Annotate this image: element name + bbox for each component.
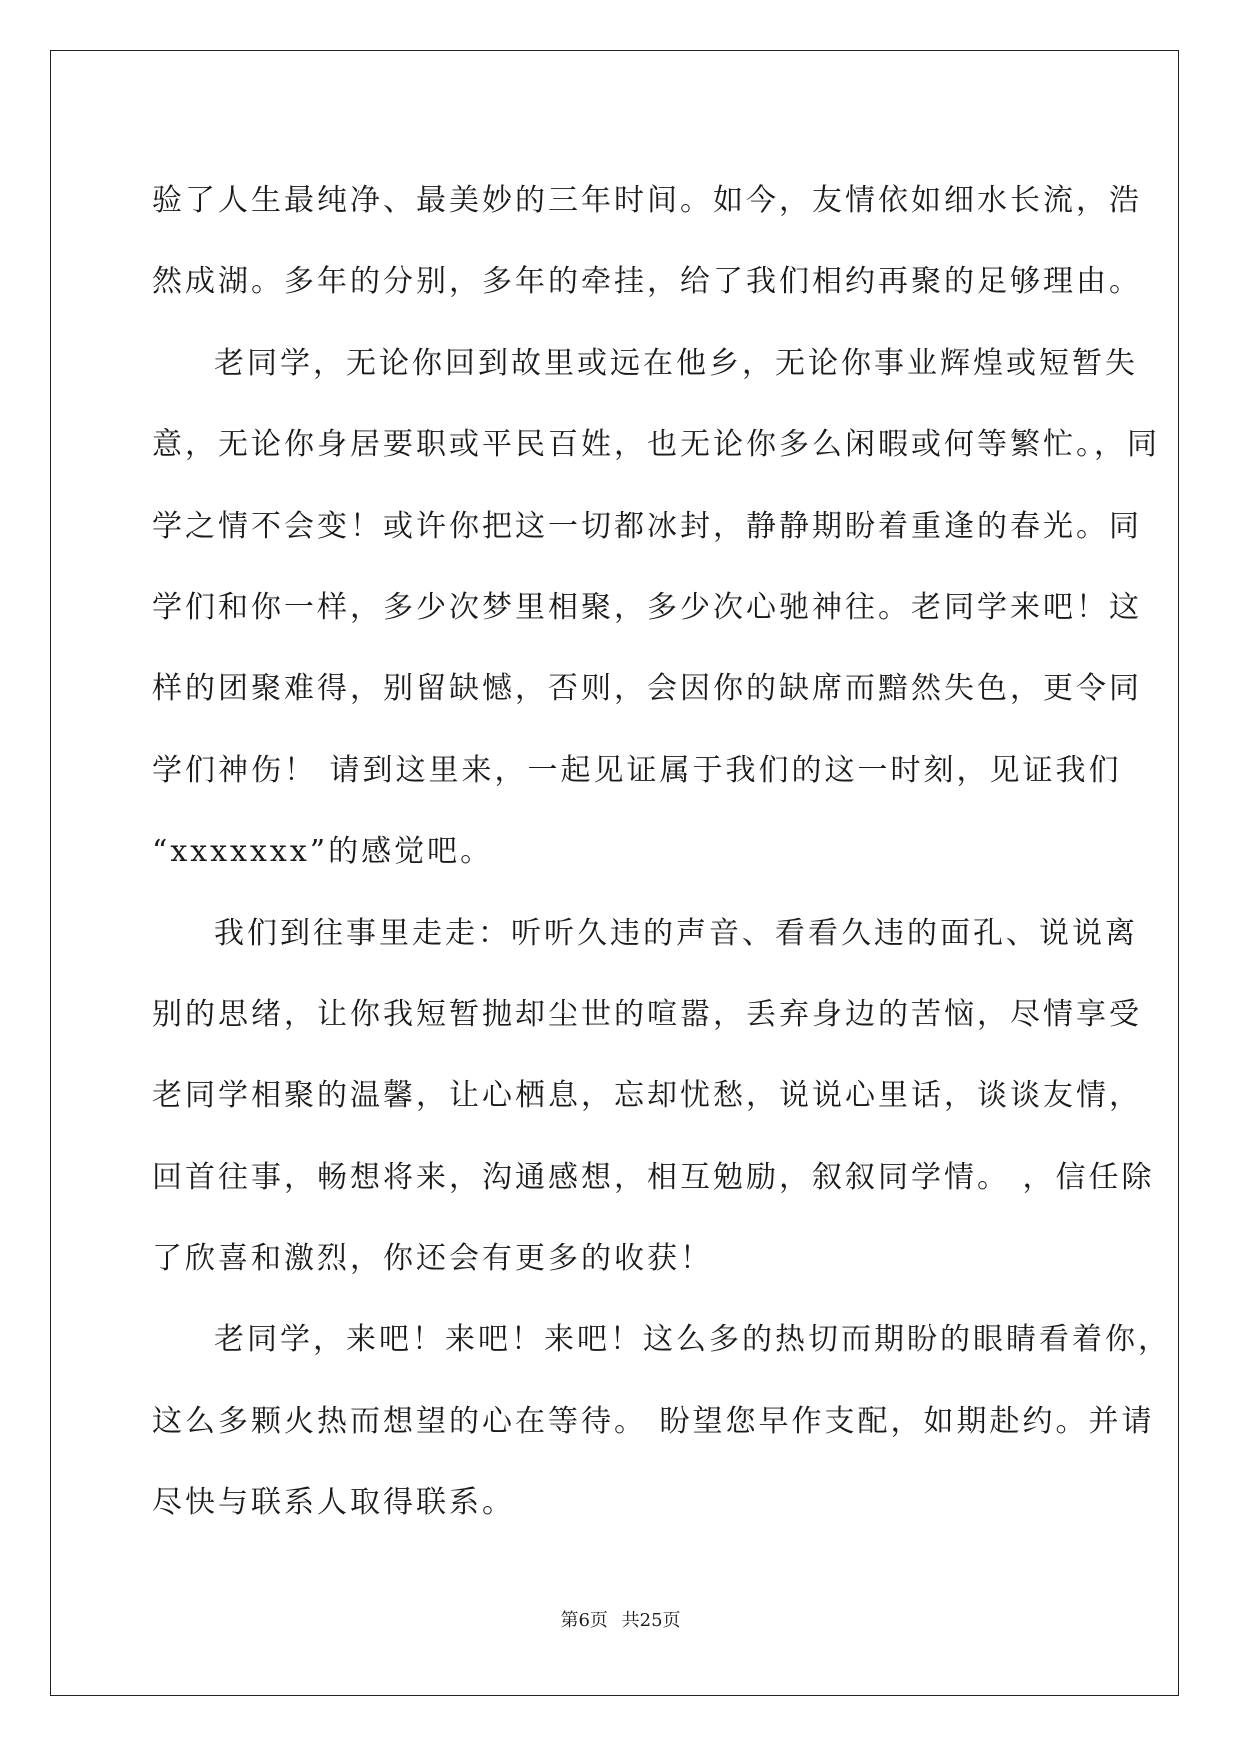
text-line: 意，无论你身居要职或平民百姓，也无论你多么闲暇或何等繁忙。，同 xyxy=(152,427,1160,463)
text-line: 样的团聚难得，别留缺憾，否则，会因你的缺席而黯然失色，更令同 xyxy=(152,671,1142,707)
text-line: 我们到往事里走走：听听久违的声音、看看久违的面孔、说说离 xyxy=(214,915,1138,951)
text-line: 这么多颗火热而想望的心在等待。 盼望您早作支配，如期赴约。并请 xyxy=(152,1403,1155,1439)
text-line: 然成湖。多年的分别，多年的牵挂，给了我们相约再聚的足够理由。 xyxy=(152,264,1142,300)
text-line: 老同学相聚的温馨，让心栖息，忘却忧愁，说说心里话，谈谈友情， xyxy=(152,1078,1142,1114)
text-line: 了欣喜和激烈，你还会有更多的收获！ xyxy=(152,1241,713,1277)
page-total: 共25页 xyxy=(621,1610,681,1631)
text-line: 尽快与联系人取得联系。 xyxy=(152,1485,515,1521)
text-line: 老同学，来吧！来吧！来吧！这么多的热切而期盼的眼睛看着你， xyxy=(214,1322,1171,1358)
text-line: 验了人生最纯净、最美妙的三年时间。如今，友情依如细水长流，浩 xyxy=(152,183,1142,218)
text-line: 老同学，无论你回到故里或远在他乡，无论你事业辉煌或短暂失 xyxy=(214,345,1138,381)
page-footer xyxy=(0,1606,1241,1632)
text-line: “xxxxxxx”的感觉吧。 xyxy=(152,834,494,870)
text-line: 学之情不会变！或许你把这一切都冰封，静静期盼着重逢的春光。同 xyxy=(152,508,1142,544)
document-body xyxy=(152,160,1171,1544)
text-line: 回首往事，畅想将来，沟通感想，相互勉励，叙叙同学情。 ，信任除 xyxy=(152,1159,1155,1195)
text-line: 学们神伤！ 请到这里来，一起见证属于我们的这一时刻，见证我们 xyxy=(152,752,1122,788)
page-number: 第6页 xyxy=(560,1610,608,1631)
text-line: 学们和你一样，多少次梦里相聚，多少次心驰神往。老同学来吧！这 xyxy=(152,589,1142,625)
text-line: 别的思绪，让你我短暂抛却尘世的喧嚣，丢弃身边的苦恼，尽情享受 xyxy=(152,996,1142,1032)
